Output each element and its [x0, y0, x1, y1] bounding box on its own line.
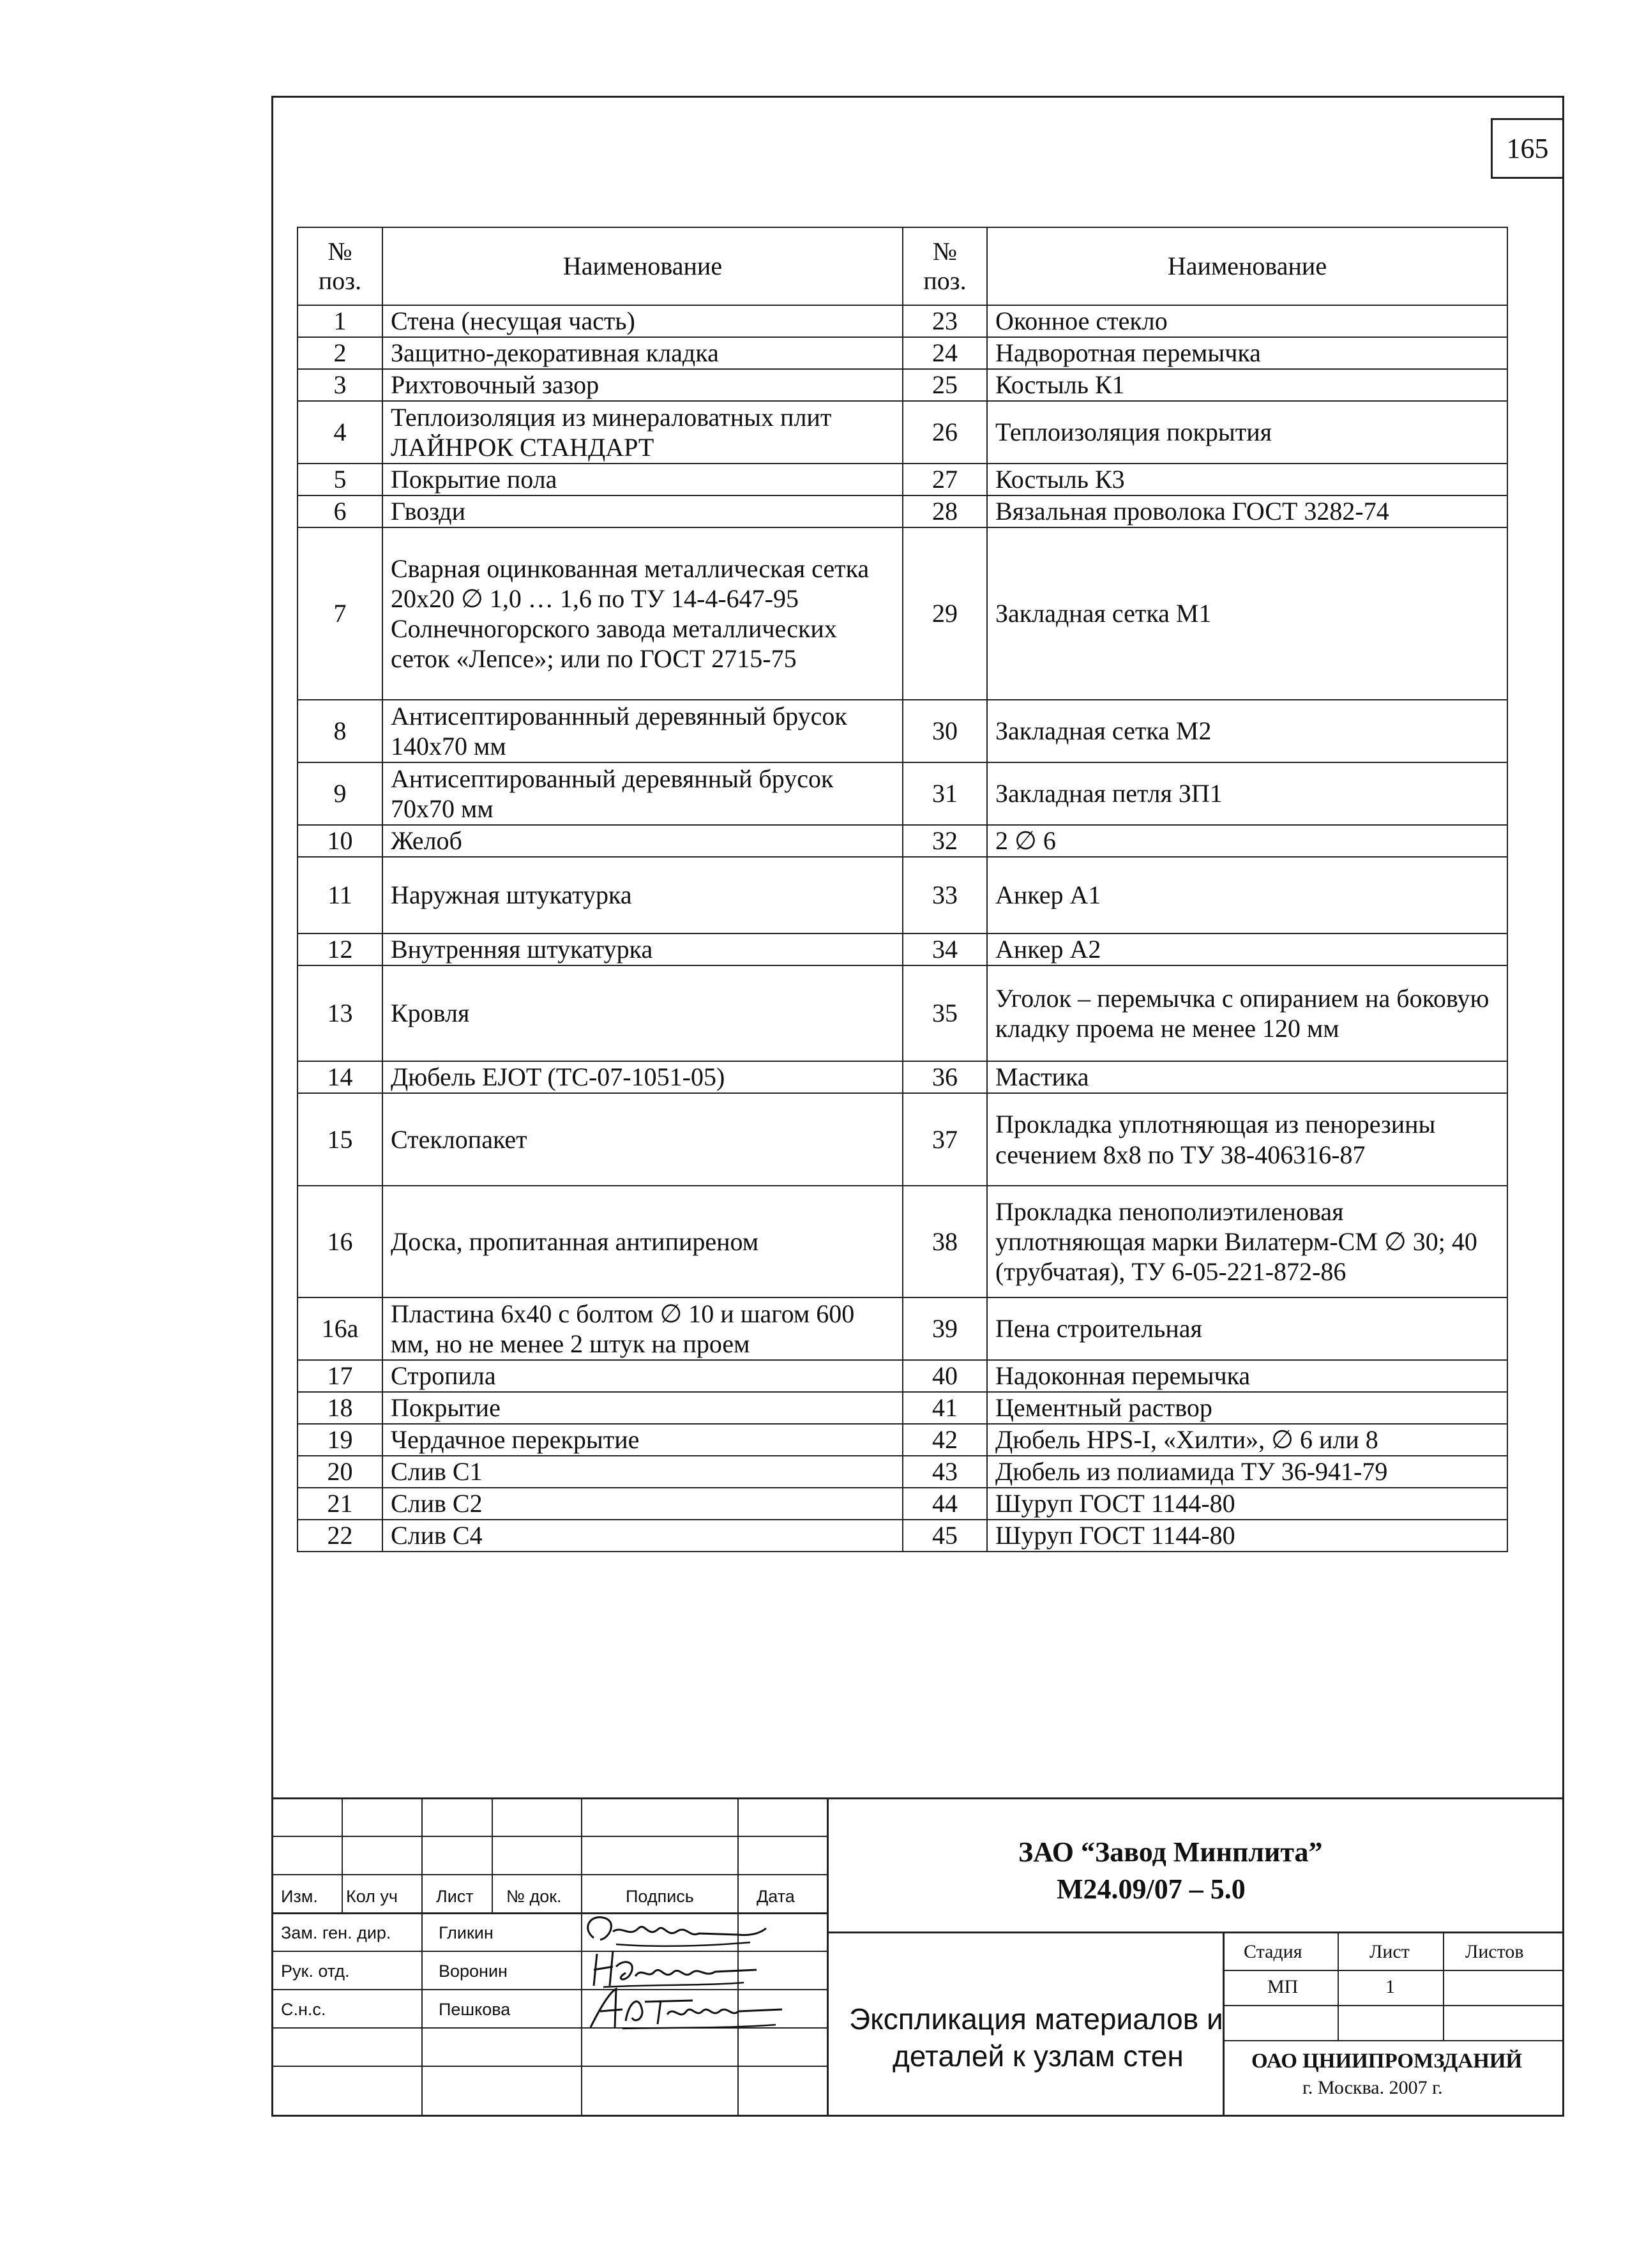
position-number-2: 44: [903, 1488, 987, 1520]
material-name-2: Надоконная перемычка: [987, 1360, 1507, 1392]
position-number: 11: [298, 857, 382, 934]
material-name: Чердачное перекрытие: [382, 1424, 903, 1456]
position-number-2: 41: [903, 1392, 987, 1424]
position-number-2: 36: [903, 1061, 987, 1093]
sheet-value: 1: [1385, 1976, 1395, 1997]
position-number: 7: [298, 527, 382, 700]
material-name-2: Шуруп ГОСТ 1144-80: [987, 1488, 1507, 1520]
city-year: г. Москва. 2007 г.: [1302, 2077, 1443, 2098]
table-row: [298, 700, 1507, 762]
table-row: [298, 305, 1507, 337]
table-row: [298, 965, 1507, 1061]
material-name-2: Теплоизоляция покрытия: [987, 401, 1507, 464]
material-name-2: Закладная сетка М2: [987, 700, 1507, 762]
organization: ОАО ЦНИИПРОМЗДАНИЙ: [1251, 2050, 1523, 2073]
material-name: Кровля: [382, 965, 903, 1061]
table-row: [298, 337, 1507, 369]
header-pos: № поз.: [298, 227, 382, 305]
material-name: Антисептированнный деревянный брусок 140х70 мм: [382, 700, 903, 762]
material-name-2: Закладная сетка М1: [987, 527, 1507, 700]
company-name: ЗАО “Завод Минплита”: [1018, 1836, 1323, 1868]
position-number: 5: [298, 464, 382, 495]
position-number: 19: [298, 1424, 382, 1456]
position-number: 3: [298, 369, 382, 401]
col-kol: Кол уч: [346, 1887, 398, 1906]
table-row: [298, 1424, 1507, 1456]
position-number: 14: [298, 1061, 382, 1093]
table-row: [298, 401, 1507, 464]
table-row: [298, 825, 1507, 857]
material-name: Пластина 6х40 с болтом ∅ 10 и шагом 600 мм, но не менее 2 штук на проем: [382, 1297, 903, 1360]
name-2: Воронин: [439, 1962, 508, 1981]
material-name: Покрытие: [382, 1392, 903, 1424]
table-row: [298, 1456, 1507, 1488]
material-name-2: Прокладка уплотняющая из пенорезины сечением 8х8 по ТУ 38-406316-87: [987, 1093, 1507, 1186]
position-number: 8: [298, 700, 382, 762]
col-izm: Изм.: [281, 1887, 318, 1906]
material-name: Слив С1: [382, 1456, 903, 1488]
title-block: [271, 1797, 1564, 2117]
position-number-2: 43: [903, 1456, 987, 1488]
position-number-2: 25: [903, 369, 987, 401]
position-number: 12: [298, 934, 382, 965]
material-name: Покрытие пола: [382, 464, 903, 495]
position-number-2: 37: [903, 1093, 987, 1186]
name-1: Гликин: [439, 1923, 494, 1942]
material-name: Слив С2: [382, 1488, 903, 1520]
role-2: Рук. отд.: [281, 1962, 350, 1981]
position-number: 10: [298, 825, 382, 857]
material-name-2: Анкер А2: [987, 934, 1507, 965]
position-number: 1: [298, 305, 382, 337]
table-row: [298, 857, 1507, 934]
position-number-2: 27: [903, 464, 987, 495]
position-number-2: 33: [903, 857, 987, 934]
material-name: Внутренняя штукатурка: [382, 934, 903, 965]
position-number-2: 29: [903, 527, 987, 700]
material-name: Рихтовочный зазор: [382, 369, 903, 401]
col-list: Лист: [436, 1887, 474, 1906]
material-name-2: 2 ∅ 6: [987, 825, 1507, 857]
header-pos-2: № поз.: [903, 227, 987, 305]
material-name-2: Анкер А1: [987, 857, 1507, 934]
table-row: [298, 1360, 1507, 1392]
material-name-2: Прокладка пенополиэтиленовая уплотняющая марки Вилатерм-СМ ∅ 30; 40 (трубчатая), ТУ 6-05-221-872-86: [987, 1186, 1507, 1297]
position-number: 6: [298, 495, 382, 527]
header-name: Наименование: [382, 227, 903, 305]
stage-value: МП: [1267, 1976, 1299, 1997]
position-number-2: 42: [903, 1424, 987, 1456]
position-number: 21: [298, 1488, 382, 1520]
material-name: Стеклопакет: [382, 1093, 903, 1186]
table-row: [298, 1488, 1507, 1520]
table-row: [298, 527, 1507, 700]
table-row: [298, 762, 1507, 825]
materials-table: [297, 227, 1508, 1552]
position-number-2: 35: [903, 965, 987, 1061]
position-number: 2: [298, 337, 382, 369]
stage-label: Стадия: [1244, 1941, 1302, 1962]
col-date: Дата: [757, 1887, 795, 1906]
position-number-2: 34: [903, 934, 987, 965]
table-row: [298, 1392, 1507, 1424]
material-name-2: Вязальная проволока ГОСТ 3282-74: [987, 495, 1507, 527]
material-name-2: Костыль К3: [987, 464, 1507, 495]
name-3: Пешкова: [439, 2000, 511, 2019]
position-number-2: 30: [903, 700, 987, 762]
table-row: [298, 1520, 1507, 1552]
position-number-2: 39: [903, 1297, 987, 1360]
col-doc: № док.: [506, 1887, 562, 1906]
sheets-label: Листов: [1465, 1941, 1524, 1962]
material-name-2: Надворотная перемычка: [987, 337, 1507, 369]
material-name: Сварная оцинкованная металлическая сетка 20х20 ∅ 1,0 … 1,6 по ТУ 14-4-647-95 Солнечногорского завода металлических сеток «Лепсе»; или по ГОСТ 2715-75: [382, 527, 903, 700]
material-name: Доска, пропитанная антипиреном: [382, 1186, 903, 1297]
position-number: 17: [298, 1360, 382, 1392]
document-title-line-1: Экспликация материалов и: [849, 2002, 1223, 2036]
table-row: [298, 464, 1507, 495]
material-name: Слив С4: [382, 1520, 903, 1552]
material-name: Наружная штукатурка: [382, 857, 903, 934]
header-name-2: Наименование: [987, 227, 1507, 305]
table-row: [298, 1061, 1507, 1093]
table-row: [298, 495, 1507, 527]
material-name-2: Пена строительная: [987, 1297, 1507, 1360]
role-1: Зам. ген. дир.: [281, 1923, 391, 1942]
material-name: Защитно-декоративная кладка: [382, 337, 903, 369]
position-number: 18: [298, 1392, 382, 1424]
signature-3: [578, 1983, 788, 2040]
position-number: 9: [298, 762, 382, 825]
page-number: 165: [1491, 118, 1564, 179]
position-number-2: 45: [903, 1520, 987, 1552]
role-3: С.н.с.: [281, 2000, 326, 2019]
material-name: Теплоизоляция из минераловатных плит ЛАЙНРОК СТАНДАРТ: [382, 401, 903, 464]
position-number-2: 26: [903, 401, 987, 464]
sheet-label: Лист: [1369, 1941, 1410, 1962]
material-name: Желоб: [382, 825, 903, 857]
table-row: [298, 934, 1507, 965]
material-name: Дюбель EJOT (ТС-07-1051-05): [382, 1061, 903, 1093]
position-number-2: 23: [903, 305, 987, 337]
position-number: 16: [298, 1186, 382, 1297]
position-number-2: 40: [903, 1360, 987, 1392]
material-name-2: Дюбель из полиамида ТУ 36-941-79: [987, 1456, 1507, 1488]
material-name-2: Цементный раствор: [987, 1392, 1507, 1424]
material-name-2: Оконное стекло: [987, 305, 1507, 337]
material-name-2: Костыль К1: [987, 369, 1507, 401]
table-row: [298, 369, 1507, 401]
position-number: 20: [298, 1456, 382, 1488]
table-row: [298, 1297, 1507, 1360]
position-number-2: 24: [903, 337, 987, 369]
material-name: Антисептированный деревянный брусок 70х70 мм: [382, 762, 903, 825]
table-row: [298, 1093, 1507, 1186]
material-name-2: Уголок – перемычка с опиранием на боковую кладку проема не менее 120 мм: [987, 965, 1507, 1061]
material-name-2: Мастика: [987, 1061, 1507, 1093]
position-number: 13: [298, 965, 382, 1061]
position-number-2: 31: [903, 762, 987, 825]
table-header-row: [298, 227, 1507, 305]
position-number: 15: [298, 1093, 382, 1186]
material-name: Стропила: [382, 1360, 903, 1392]
material-name: Стена (несущая часть): [382, 305, 903, 337]
table-row: [298, 1186, 1507, 1297]
position-number: 16а: [298, 1297, 382, 1360]
position-number-2: 38: [903, 1186, 987, 1297]
position-number-2: 32: [903, 825, 987, 857]
material-name-2: Шуруп ГОСТ 1144-80: [987, 1520, 1507, 1552]
material-name: Гвозди: [382, 495, 903, 527]
material-name-2: Закладная петля ЗП1: [987, 762, 1507, 825]
document-title-line-2: деталей к узлам стен: [893, 2039, 1184, 2073]
material-name-2: Дюбель HPS-I, «Хилти», ∅ 6 или 8: [987, 1424, 1507, 1456]
position-number: 4: [298, 401, 382, 464]
position-number: 22: [298, 1520, 382, 1552]
col-sign: Подпись: [626, 1887, 694, 1906]
document-code: М24.09/07 – 5.0: [1057, 1873, 1246, 1905]
position-number-2: 28: [903, 495, 987, 527]
